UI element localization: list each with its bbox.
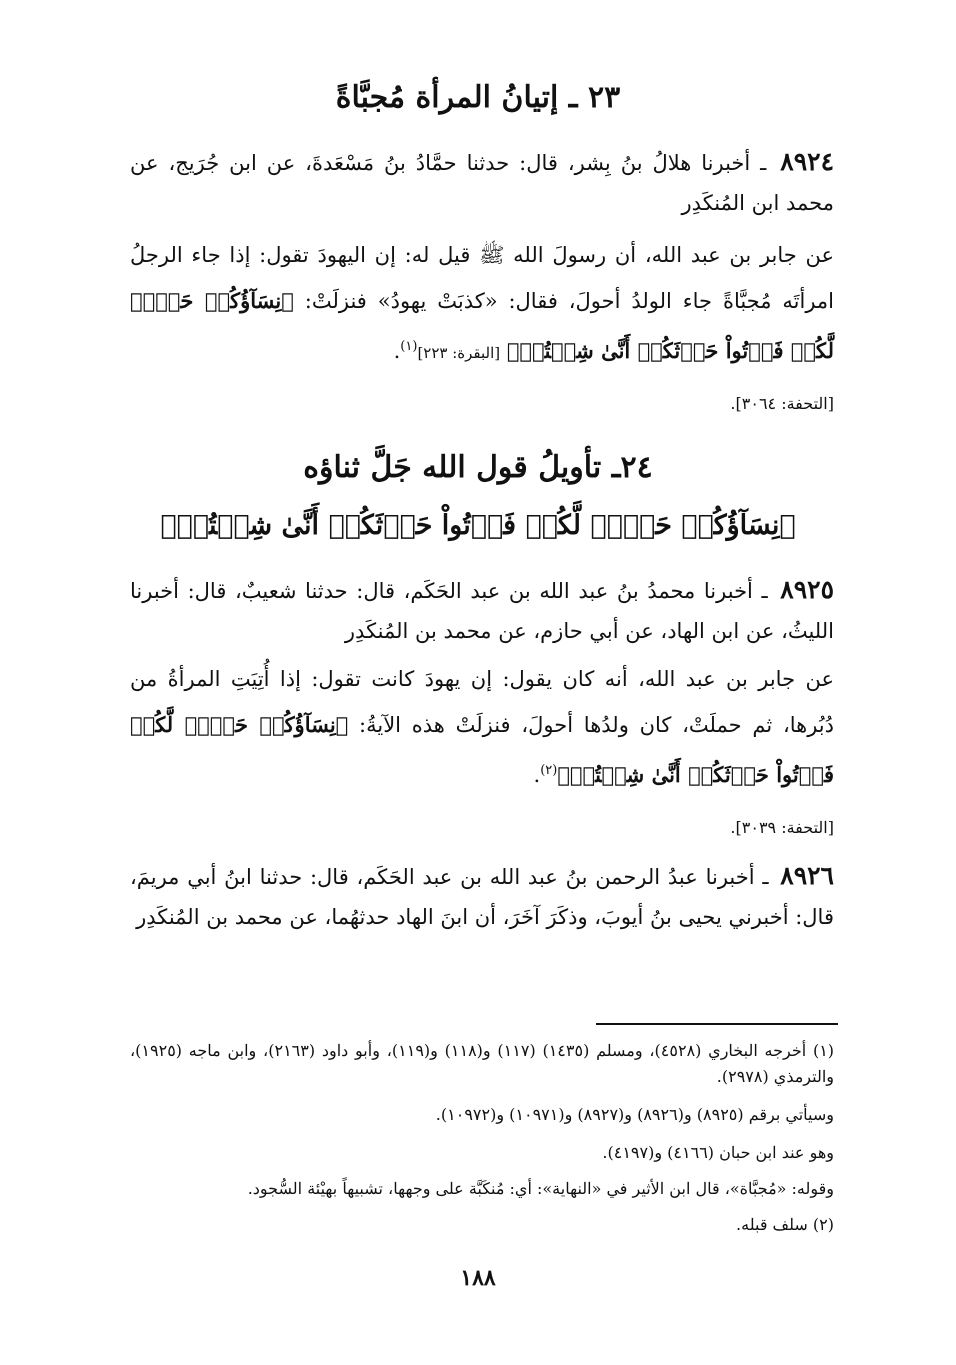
ayah-reference: [البقرة: ٢٢٣] bbox=[417, 344, 501, 362]
quran-verse: ﴿نِسَآؤُكُمۡ حَرۡثٞ لَّكُمۡ فَأۡتُواْ حَرۡثَكُمۡ أَنَّىٰ شِئۡتُمۡ﴾ bbox=[130, 712, 834, 787]
matn-text: عن جابر بن عبد الله، أنه كان يقول: إن يهودَ كانت تقول: إذا أُتِيَتِ المرأةُ من دُبُرها، ثم حملَتْ، كان ولدُها أحولَ، فنزلَتْ هذه الآيةُ: bbox=[130, 667, 834, 737]
hadith-8926-isnad bbox=[130, 856, 834, 937]
hadith-number: ٨٩٢٥ bbox=[780, 575, 834, 604]
chapter-23-title: ٢٣ ـ إتيانُ المرأة مُجبَّاةً bbox=[335, 80, 621, 115]
footnote-1-cont-b: وهو عند ابن حبان (٤١٦٦) و(٤١٩٧). bbox=[602, 1143, 834, 1162]
chapter-24-verse: ﴿نِسَآؤُكُمۡ حَرۡثٞ لَّكُمۡ فَأۡتُواْ حَرۡثَكُمۡ أَنَّىٰ شِئۡتُمۡ﴾ bbox=[160, 510, 796, 541]
isnad-text: ـ أخبرنا هلالُ بنُ بِشر، قال: حدثنا حمَّادُ بنُ مَسْعَدةَ، عن ابن جُرَيج، عن محمد ابن المُنكَدِر bbox=[130, 151, 834, 215]
isnad-text: ـ أخبرنا محمدُ بنُ عبد الله بن عبد الحَكَم، قال: حدثنا شعيبٌ، قال: أخبرنا الليثُ، عن ابن الهاد، عن أبي حازم، عن محمد بن المُنكَدِر bbox=[130, 579, 834, 643]
hadith-number: ٨٩٢٦ bbox=[780, 861, 834, 890]
footnote-1: (١) أخرجه البخاري (٤٥٢٨)، ومسلم (١٤٣٥) (١١٧) و(١١٨) و(١١٩)، وأبو داود (٢١٦٣)، وابن ماجه (١٩٢٥)، والترمذي (٢٩٧٨). bbox=[130, 1041, 835, 1086]
matn-text: عن جابر بن عبد الله، أن رسولَ الله ﷺ قيل له: إن اليهودَ تقول: إذا جاء الرجلُ امرأتَه مُجبَّاةً جاء الولدُ أحولَ، فقال: «كذبَتْ يهودُ» فنزلَتْ: bbox=[130, 243, 834, 313]
footnote-1-cont-c: وقوله: «مُجبَّاة»، قال ابن الأثير في «النهاية»: أي: مُنكَبَّة على وجهها، تشبيهاً بهيْئة السُّجود. bbox=[247, 1179, 834, 1198]
footnote-marker: (٢) bbox=[540, 763, 558, 778]
footnote-2: (٢) سلف قبله. bbox=[736, 1215, 834, 1234]
isnad-text: ـ أخبرنا عبدُ الرحمن بنُ عبد الله بن عبد الحَكَم، قال: حدثنا ابنُ أبي مريمَ، قال: أخبرني يحيى بنُ أيوبَ، وذكَرَ آخَرَ، أن ابنَ الهاد حدثهُما، عن محمد بن المُنكَدِر bbox=[130, 865, 834, 929]
tuhfa-reference: [التحفة: ٣٠٦٤]. bbox=[730, 394, 834, 413]
quran-verse: ﴿نِسَآؤُكُمۡ حَرۡثٞ لَّكُمۡ فَأۡتُواْ حَرۡثَكُمۡ أَنَّىٰ شِئۡتُمۡ﴾ bbox=[130, 288, 834, 363]
hadith-8924-matn: عن جابر بن عبد الله، أن رسولَ الله ﷺ قيل له: إن اليهودَ تقول: إذا جاء الرجلُ امرأتَه مُجبَّاةً جاء الولدُ أحولَ، فقال: «كذبَتْ يهودُ» فنزلَتْ: ﴿نِسَآؤُكُمۡ حَرۡثٞ لَّكُمۡ فَأۡتُواْ حَرۡثَكُمۡ أَنَّىٰ شِئۡتُمۡ﴾ [البقرة: ٢٢٣]$^{(١)}$. bbox=[130, 243, 834, 363]
hadith-8925-isnad bbox=[130, 570, 834, 651]
hadith-8925-matn: عن جابر بن عبد الله، أنه كان يقول: إن يهودَ كانت تقول: إذا أُتِيَتِ المرأةُ من دُبُرها، ثم حملَتْ، كان ولدُها أحولَ، فنزلَتْ هذه الآيةُ: ﴿نِسَآؤُكُمۡ حَرۡثٞ لَّكُمۡ فَأۡتُواْ حَرۡثَكُمۡ أَنَّىٰ شِئۡتُمۡ﴾$^{(٢)}$. bbox=[130, 667, 834, 787]
footnote-1-cont-a: وسيأتي برقم (٨٩٢٥) و(٨٩٢٦) و(٨٩٢٧) و(١٠٩٧١) و(١٠٩٧٢). bbox=[435, 1105, 834, 1124]
page-number: ١٨٨ bbox=[460, 1265, 496, 1291]
footnote-divider bbox=[596, 1023, 838, 1025]
hadith-8924-isnad bbox=[130, 142, 834, 223]
chapter-24-title: ٢٤ـ تأويلُ قول الله جَلَّ ثناؤه bbox=[303, 450, 653, 485]
tuhfa-reference: [التحفة: ٣٠٣٩]. bbox=[730, 818, 834, 837]
footnote-marker: (١) bbox=[400, 339, 418, 354]
hadith-number: ٨٩٢٤ bbox=[780, 147, 834, 176]
